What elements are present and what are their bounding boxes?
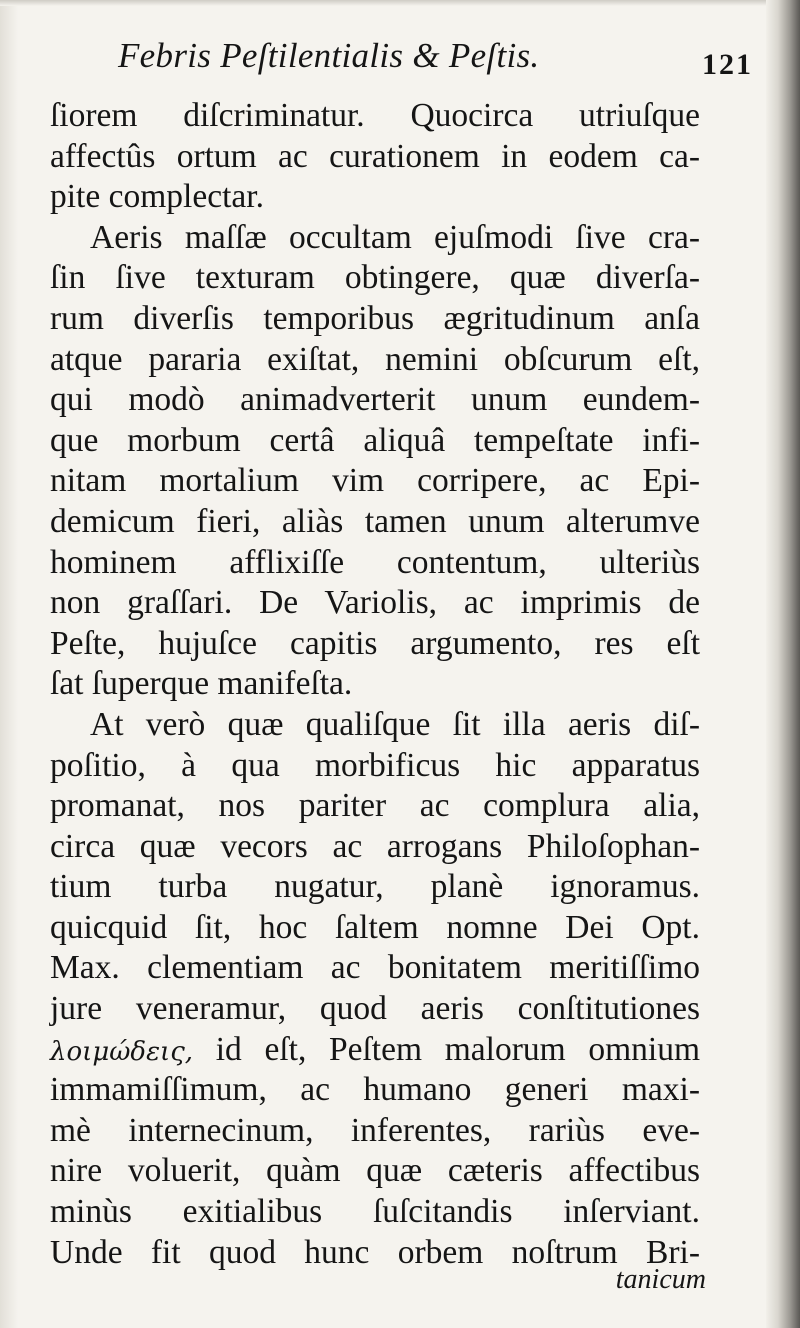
text-line: qui modò animadverterit unum eundem- — [50, 381, 700, 419]
text-line: nire voluerit, quàm quæ cæteris affectibus — [50, 1152, 700, 1190]
text-line: que morbum certâ aliquâ tempeſtate infi- — [50, 421, 700, 459]
text-line: quicquid ſit, hoc ſaltem nomne Dei Opt. — [50, 908, 700, 946]
text-line-with-greek — [50, 1030, 700, 1071]
text-line: Unde fit quod hunc orbem noſtrum Bri- — [50, 1233, 700, 1271]
text-line: circa quæ vecors ac arrogans Philoſophan- — [50, 827, 700, 865]
text-line: ſiorem diſcriminatur. Quocirca utriuſque — [50, 97, 700, 134]
text-line: atque pararia exiſtat, nemini obſcurum eſt, — [50, 340, 700, 378]
text-line: ſin ſive texturam obtingere, quæ diverſa- — [50, 259, 700, 297]
text-line: At verò quæ qualiſque ſit illa aeris diſ- — [90, 705, 700, 743]
text-line: hominem afflixiſſe contentum, ulteriùs — [50, 543, 700, 581]
text-line: tium turba nugatur, planè ignoramus. — [50, 868, 700, 906]
running-title: Febris Peſtilentialis & Peſtis. — [118, 36, 540, 75]
text-line: pite complectar. — [50, 178, 264, 216]
text-line: mè internecinum, inferentes, rariùs eve- — [50, 1111, 700, 1149]
text-line: nitam mortalium vim corripere, ac Epi- — [50, 462, 700, 500]
text-line: promanat, nos pariter ac complura alia, — [50, 787, 700, 825]
body-text — [50, 96, 700, 1273]
text-line: Max. clementiam ac bonitatem meritiſſimo — [50, 949, 700, 987]
text-line: poſitio, à qua morbificus hic apparatus — [50, 746, 700, 784]
text-line: immamiſſimum, ac humano generi maxi- — [50, 1071, 700, 1109]
page-number: 121 — [702, 48, 753, 81]
text-fragment: id eſt, Peſtem malorum omnium — [215, 1030, 700, 1068]
text-line: demicum fieri, aliàs tamen unum alterumve — [50, 502, 700, 540]
text-line: minùs exitialibus ſuſcitandis inſerviant. — [50, 1193, 700, 1231]
text-line: ſat ſuperque manifeſta. — [50, 665, 353, 703]
text-line: affectûs ortum ac curationem in eodem ca- — [50, 137, 700, 175]
greek-word: λοιμώδεις, — [50, 1036, 194, 1067]
text-line: jure veneramur, quod aeris conſtitutiones — [50, 990, 700, 1028]
text-line: Aeris maſſæ occultam ejuſmodi ſive cra- — [90, 218, 700, 256]
text-line: rum diverſis temporibus ægritudinum anſa — [50, 299, 700, 337]
text-line: Peſte, hujuſce capitis argumento, res eſt — [50, 624, 700, 662]
text-line: non graſſari. De Variolis, ac imprimis de — [50, 584, 700, 622]
catchword: tanicum — [615, 1264, 706, 1295]
